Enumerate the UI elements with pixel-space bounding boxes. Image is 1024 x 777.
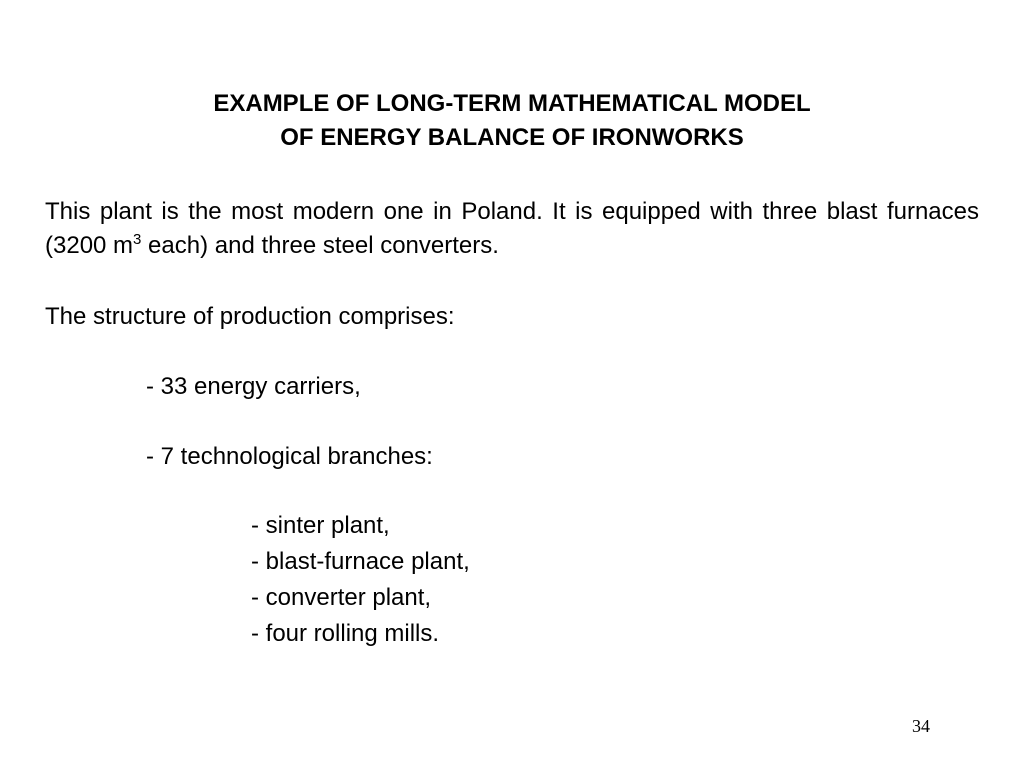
title-line: EXAMPLE OF LONG-TERM MATHEMATICAL MODEL [213,90,811,117]
list-item-energy-carriers: - 33 energy carriers, [146,373,361,400]
slide-title [0,87,1024,155]
structure-heading: The structure of production comprises: [45,303,455,330]
sub-list-item-converter-plant: - converter plant, [251,584,432,611]
intro-text: This plant is the most modern one in Poland. It is equipped with three blast furnaces (3200 m [45,198,979,259]
intro-text-continued: each) and three steel converters. [141,232,499,259]
superscript-exponent: 3 [133,231,142,248]
intro-paragraph [45,195,979,263]
sub-list-item-sinter-plant: - sinter plant, [251,512,390,539]
sub-list-item-blast-furnace-plant: - blast-furnace plant, [251,548,470,575]
list-item-technological-branches: - 7 technological branches: [146,443,433,470]
sub-list-item-rolling-mills: - four rolling mills. [251,620,440,647]
title-line: OF ENERGY BALANCE OF IRONWORKS [280,124,744,151]
page-number: 34 [912,716,930,736]
